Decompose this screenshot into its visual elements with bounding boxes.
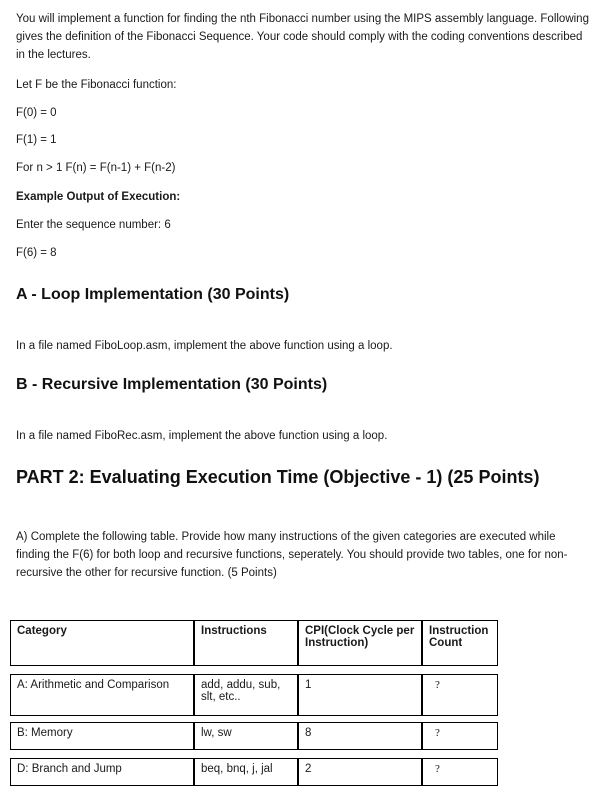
- let-f-line: Let F be the Fibonacci function:: [16, 79, 177, 91]
- example-title: Example Output of Execution:: [16, 191, 181, 203]
- header-instruction-count: Instruction Count: [422, 620, 498, 666]
- example-input: Enter the sequence number: 6: [16, 219, 171, 231]
- section-b-heading: B - Recursive Implementation (30 Points): [16, 376, 328, 393]
- part2-instructions: A) Complete the following table. Provide how many instructions of the given categories are executed while finding the F(6) for both loop and recursive functions, seperately. You should provide two tables, one for non-recursive the other for recursive function. (5 Points): [16, 531, 568, 579]
- cell-instructions: add, addu, sub, slt, etc..: [194, 674, 298, 716]
- cell-instruction-count: ?: [422, 674, 498, 716]
- table-row: [10, 758, 590, 786]
- cell-instruction-count: ?: [422, 758, 498, 786]
- cell-instruction-count: ?: [422, 722, 498, 750]
- header-cpi: CPI(Clock Cycle per Instruction): [298, 620, 422, 666]
- section-a-heading: A - Loop Implementation (30 Points): [16, 286, 290, 303]
- header-instructions: Instructions: [194, 620, 298, 666]
- cell-instructions: lw, sw: [194, 722, 298, 750]
- table-header-row: [10, 620, 590, 666]
- cell-cpi: 2: [298, 758, 422, 786]
- intro-paragraph: You will implement a function for finding the nth Fibonacci number using the MIPS assembly language. Following gives the definition of the Fibonacci Sequence. Your code should comply with the coding conventions described in the lectures.: [16, 13, 589, 61]
- cell-category: D: Branch and Jump: [10, 758, 194, 786]
- cell-cpi: 8: [298, 722, 422, 750]
- f0-definition: F(0) = 0: [16, 107, 57, 119]
- cell-category: A: Arithmetic and Comparison: [10, 674, 194, 716]
- cell-category: B: Memory: [10, 722, 194, 750]
- section-a-body: In a file named FiboLoop.asm, implement the above function using a loop.: [16, 340, 393, 352]
- part2-heading: PART 2: Evaluating Execution Time (Objective - 1) (25 Points): [16, 467, 540, 487]
- section-b-body: In a file named FiboRec.asm, implement the above function using a loop.: [16, 430, 388, 442]
- f1-definition: F(1) = 1: [16, 134, 57, 146]
- fn-definition: For n > 1 F(n) = F(n-1) + F(n-2): [16, 162, 176, 174]
- cell-instructions: beq, bnq, j, jal: [194, 758, 298, 786]
- header-category: Category: [10, 620, 194, 666]
- cpi-table: [10, 620, 590, 786]
- cell-cpi: 1: [298, 674, 422, 716]
- example-output: F(6) = 8: [16, 247, 57, 259]
- table-row: [10, 722, 590, 750]
- table-row: [10, 674, 590, 716]
